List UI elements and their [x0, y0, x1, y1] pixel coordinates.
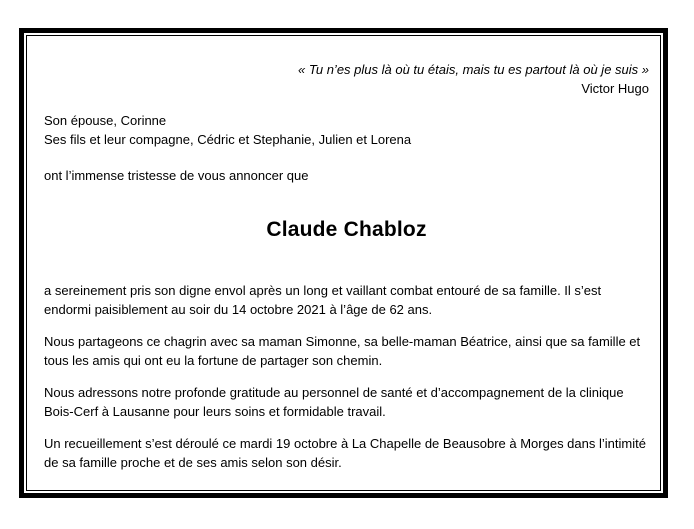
family-line-spouse: Son épouse, Corinne: [44, 113, 167, 128]
outer-border-frame: [19, 28, 668, 498]
paragraph-ceremony: Un recueillement s’est déroulé ce mardi 19 octobre à La Chapelle de Beausobre à Morges dans l’intimité de sa famille proche et de ses amis selon son désir.: [44, 436, 646, 470]
quote-author: Victor Hugo: [581, 81, 649, 96]
paragraph-death-details: a sereinement pris son digne envol après un long et vaillant combat entouré de sa famille. Il s’est endormi paisiblement au soir du 14 octobre 2021 à l’âge de 62 ans.: [44, 283, 602, 317]
memorial-quote-block: [44, 60, 649, 98]
family-lines: [44, 111, 649, 149]
family-line-sons: Ses fils et leur compagne, Cédric et Stephanie, Julien et Lorena: [44, 132, 412, 147]
inner-border-frame: [26, 35, 661, 491]
obituary-content: [27, 36, 660, 490]
memorial-quote: « Tu n’es plus là où tu étais, mais tu es partout là où je suis »: [298, 62, 649, 77]
paragraph-gratitude: Nous adressons notre profonde gratitude au personnel de santé et d’accompagnement de la clinique Bois-Cerf à Lausanne pour leurs soins et formidable travail.: [44, 385, 624, 419]
announcement-line: ont l’immense tristesse de vous annoncer que: [44, 168, 309, 183]
paragraph-shared-grief: Nous partageons ce chagrin avec sa maman Simonne, sa belle-maman Béatrice, ainsi que sa famille et tous les amis qui ont eu la fortune de partager son chemin.: [44, 334, 641, 368]
deceased-name: Claude Chabloz: [266, 218, 427, 241]
